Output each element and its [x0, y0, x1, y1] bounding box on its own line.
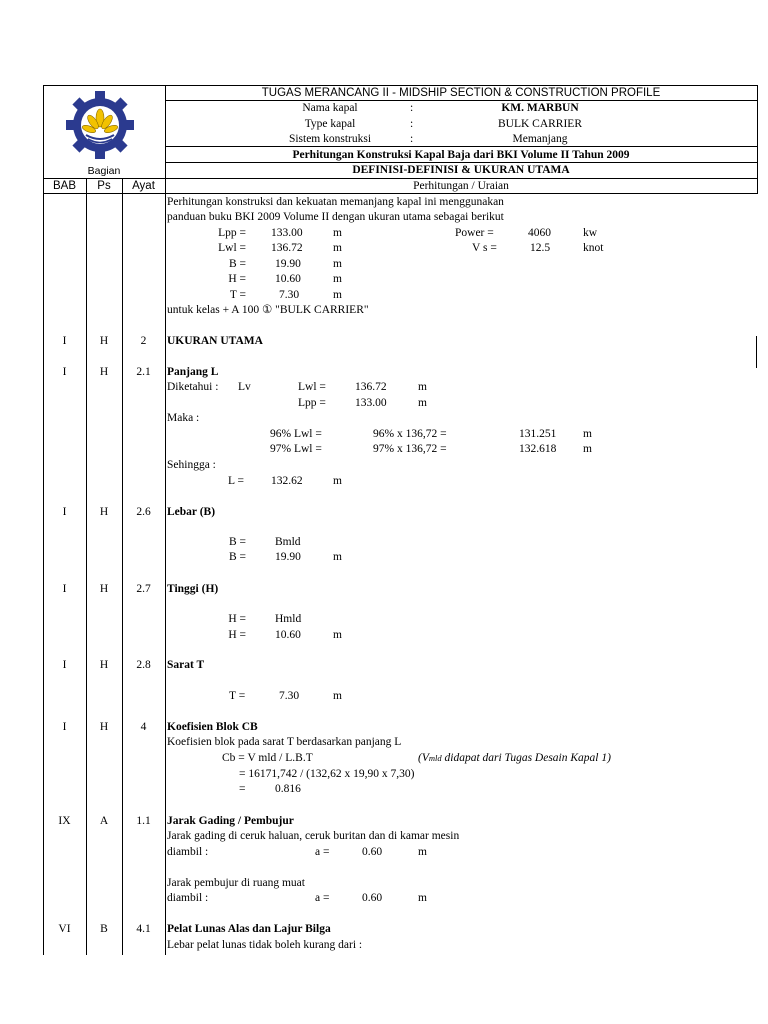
value: 7.30: [279, 690, 300, 702]
value: 19.90: [275, 551, 301, 563]
text: Lebar pelat lunas tidak boleh kurang dari :: [167, 939, 363, 951]
ps-cell: A: [99, 815, 109, 827]
label: Lpp =: [298, 397, 326, 409]
label: 97% Lwl =: [270, 443, 322, 455]
section-title: Tinggi (H): [167, 583, 219, 595]
section-title: Panjang L: [167, 366, 219, 378]
ps-cell: H: [99, 335, 109, 347]
ayat-cell: 2.1: [136, 366, 151, 378]
bab-cell: I: [62, 721, 67, 733]
text: diambil :: [167, 892, 209, 904]
unit: m: [418, 381, 427, 393]
label: L =: [228, 475, 244, 487]
expr: 97% x 136,72 =: [373, 443, 447, 455]
label: B =: [228, 536, 246, 548]
value-nama-kapal: KM. MARBUN: [501, 102, 579, 114]
value: 0.60: [362, 846, 383, 858]
dim-unit: m: [333, 289, 342, 301]
dim-value: 136.72: [271, 242, 303, 254]
label: a =: [315, 846, 330, 858]
ayat-cell: 4.1: [136, 923, 151, 935]
ps-cell: H: [99, 583, 109, 595]
section-title: UKURAN UTAMA: [167, 335, 263, 347]
bab-cell: VI: [58, 923, 71, 935]
label: a =: [315, 892, 330, 904]
text: diambil :: [167, 846, 209, 858]
institution-logo: [58, 90, 168, 160]
dim-value: 19.90: [275, 258, 301, 270]
unit: m: [583, 428, 592, 440]
dim-label: Lwl =: [218, 242, 246, 254]
document-title: TUGAS MERANCANG II - MIDSHIP SECTION & CONSTRUCTION PROFILE: [261, 87, 661, 99]
vs-unit: knot: [583, 242, 604, 254]
value: Bmld: [275, 536, 301, 548]
unit: m: [418, 846, 427, 858]
unit: m: [333, 551, 342, 563]
section-title: Lebar (B): [167, 506, 216, 518]
value: 132.62: [271, 475, 303, 487]
unit: m: [418, 397, 427, 409]
expr: 96% x 136,72 =: [373, 428, 447, 440]
section-heading: DEFINISI-DEFINISI & UKURAN UTAMA: [352, 164, 570, 176]
bab-cell: I: [62, 583, 67, 595]
column-ps: Ps: [97, 180, 111, 192]
unit: m: [333, 690, 342, 702]
value: 0.60: [362, 892, 383, 904]
text: Lv: [238, 381, 251, 393]
value: 10.60: [275, 629, 301, 641]
intro-text: panduan buku BKI 2009 Volume II dengan ukuran utama sebagai berikut: [167, 211, 504, 223]
sep: :: [410, 133, 414, 145]
label: B =: [228, 551, 246, 563]
dim-label: Lpp =: [218, 227, 246, 239]
ayat-cell: 2: [140, 335, 147, 347]
dim-label: T =: [229, 289, 246, 301]
power-unit: kw: [583, 227, 598, 239]
label: Lwl =: [298, 381, 326, 393]
dim-value: 7.30: [279, 289, 300, 301]
text: Sehingga :: [167, 459, 216, 471]
section-title: Sarat T: [167, 659, 205, 671]
dim-value: 10.60: [275, 273, 301, 285]
column-bab: BAB: [52, 180, 76, 192]
bab-cell: I: [62, 335, 67, 347]
calc: = 16171,742 / (132,62 x 19,90 x 7,30): [239, 768, 415, 780]
text: Jarak gading di ceruk haluan, ceruk buritan dan di kamar mesin: [167, 830, 460, 842]
label-type-kapal: Type kapal: [304, 118, 356, 130]
class-line: untuk kelas + A 100 ① "BULK CARRIER": [167, 304, 369, 316]
value-type-kapal: BULK CARRIER: [497, 118, 583, 130]
formula: Cb = V mld / L.B.T: [222, 752, 313, 764]
bab-cell: I: [62, 506, 67, 518]
ayat-cell: 4: [140, 721, 147, 733]
unit: m: [418, 892, 427, 904]
value: 132.618: [519, 443, 557, 455]
unit: m: [333, 629, 342, 641]
dim-label: B =: [228, 258, 246, 270]
section-title: Pelat Lunas Alas dan Lajur Bilga: [167, 923, 331, 935]
intro-text: Perhitungan konstruksi dan kekuatan memanjang kapal ini menggunakan: [167, 196, 504, 208]
label: T =: [229, 690, 246, 702]
ayat-cell: 2.8: [136, 659, 151, 671]
value: 136.72: [355, 381, 387, 393]
ayat-cell: 2.7: [136, 583, 151, 595]
ps-cell: B: [100, 923, 108, 935]
sep: :: [410, 118, 414, 130]
bab-cell: I: [62, 366, 67, 378]
document-subtitle: Perhitungan Konstruksi Kapal Baja dari BKI Volume II Tahun 2009: [292, 149, 630, 161]
value: Hmld: [275, 613, 302, 625]
dim-unit: m: [333, 273, 342, 285]
value: 0.816: [275, 783, 301, 795]
value: 131.251: [519, 428, 557, 440]
bab-cell: IX: [58, 815, 71, 827]
column-ayat: Ayat: [132, 180, 155, 192]
text: Jarak pembujur di ruang muat: [167, 877, 305, 889]
dim-value: 133.00: [271, 227, 303, 239]
ayat-cell: 1.1: [136, 815, 151, 827]
ayat-cell: 2.6: [136, 506, 151, 518]
label-sistem-konstruksi: Sistem konstruksi: [288, 133, 372, 145]
ps-cell: H: [99, 721, 109, 733]
value-sistem-konstruksi: Memanjang: [512, 133, 568, 145]
note: (Vmld didapat dari Tugas Desain Kapal 1): [418, 752, 611, 764]
dim-unit: m: [333, 242, 342, 254]
sep: :: [410, 102, 414, 114]
label: H =: [228, 613, 246, 625]
bab-cell: I: [62, 659, 67, 671]
power-label: Power =: [455, 227, 494, 239]
vs-label: V s =: [472, 242, 497, 254]
eq: =: [239, 783, 246, 795]
unit: m: [583, 443, 592, 455]
column-group-bagian: Bagian: [87, 165, 121, 177]
section-title: Jarak Gading / Pembujur: [167, 815, 294, 827]
text: Diketahui :: [167, 381, 219, 393]
ps-cell: H: [99, 659, 109, 671]
vs-value: 12.5: [530, 242, 551, 254]
label: 96% Lwl =: [270, 428, 322, 440]
dim-unit: m: [333, 227, 342, 239]
power-value: 4060: [528, 227, 551, 239]
dim-label: H =: [228, 273, 246, 285]
section-title: Koefisien Blok CB: [167, 721, 258, 733]
dim-unit: m: [333, 258, 342, 270]
text: Koefisien blok pada sarat T berdasarkan panjang L: [167, 736, 402, 748]
column-uraian: Perhitungan / Uraian: [413, 180, 509, 192]
ps-cell: H: [99, 366, 109, 378]
ps-cell: H: [99, 506, 109, 518]
label: H =: [228, 629, 246, 641]
text: Maka :: [167, 412, 200, 424]
label-nama-kapal: Nama kapal: [302, 102, 358, 114]
value: 133.00: [355, 397, 387, 409]
unit: m: [333, 475, 342, 487]
